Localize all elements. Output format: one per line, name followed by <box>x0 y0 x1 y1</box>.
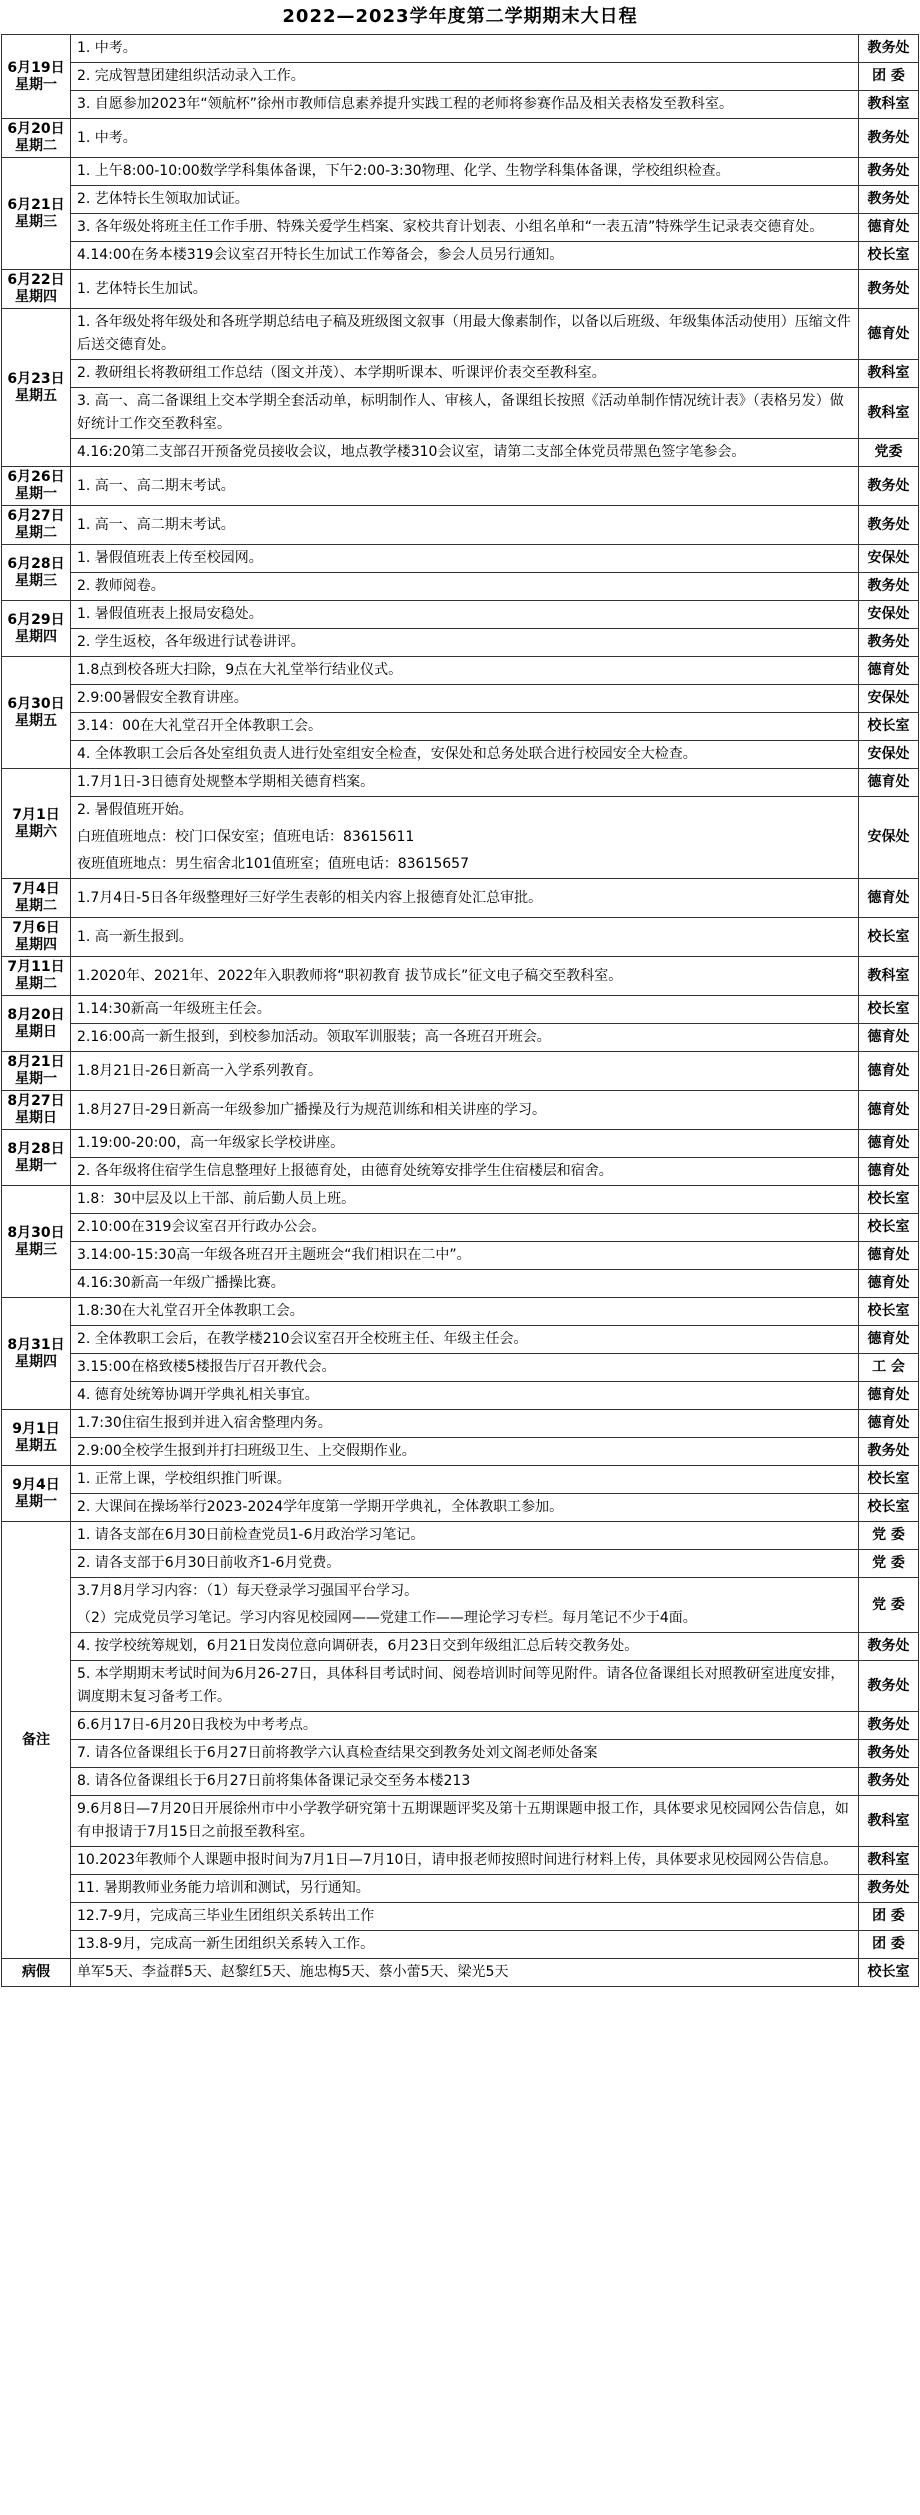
date-cell <box>2 119 71 158</box>
item-text: 1.8:30在大礼堂召开全体教职工会。 <box>71 1298 859 1326</box>
item-text: 6.6月17日-6月20日我校为中考考点。 <box>71 1712 859 1740</box>
department-cell: 校长室 <box>859 918 919 957</box>
item-text: 1. 正常上课，学校组织推门听课。 <box>71 1466 859 1494</box>
schedule-row <box>2 1740 919 1768</box>
item-text: 1. 艺体特长生加试。 <box>71 270 859 309</box>
item-text: 3. 高一、高二备课组上交本学期全套活动单，标明制作人、审核人，备课组长按照《活动单制作情况统计表》（表格另发）做好统计工作交至教科室。 <box>71 388 859 439</box>
department-cell: 德育处 <box>859 1382 919 1410</box>
schedule-row <box>2 851 919 879</box>
schedule-row <box>2 629 919 657</box>
item-text: 4.16:20第二支部召开预备党员接收会议，地点教学楼310会议室，请第二支部全体党员带黑色签字笔参会。 <box>71 439 859 467</box>
item-text: 1.7月1日-3日德育处规整本学期相关德育档案。 <box>71 769 859 797</box>
schedule-row <box>2 158 919 186</box>
date-cell <box>2 879 71 918</box>
department-cell: 教科室 <box>859 388 919 439</box>
date-label: 备注 <box>22 1731 50 1748</box>
item-text: 夜班值班地点：男生宿舍北101值班室；值班电话：83615657 <box>71 851 859 879</box>
date-cell <box>2 270 71 309</box>
date-cell <box>2 1959 71 1987</box>
department-cell: 党 委 <box>859 1522 919 1550</box>
date-cell <box>2 1298 71 1410</box>
date-cell <box>2 918 71 957</box>
schedule-row <box>2 1931 919 1959</box>
schedule-row <box>2 119 919 158</box>
department-cell: 安保处 <box>859 601 919 629</box>
item-text: 2.10:00在319会议室召开行政办公会。 <box>71 1214 859 1242</box>
weekday-label: 星期日 <box>15 1023 57 1040</box>
date-label: 6月26日 <box>7 469 65 485</box>
item-text: 3.7月8月学习内容：（1）每天登录学习强国平台学习。 <box>71 1578 859 1606</box>
schedule-row <box>2 797 919 825</box>
schedule-row <box>2 439 919 467</box>
item-text: 5. 本学期期末考试时间为6月26-27日，具体科目考试时间、阅卷培训时间等见附件。请各位备课组长对照教研室进度安排，调度期末复习备考工作。 <box>71 1661 859 1712</box>
weekday-label: 星期五 <box>15 387 57 404</box>
weekday-label: 星期四 <box>15 1353 57 1370</box>
department-cell: 教务处 <box>859 270 919 309</box>
schedule-row <box>2 242 919 270</box>
item-text: 1.8月21日-26日新高一入学系列教育。 <box>71 1052 859 1091</box>
date-label: 6月28日 <box>7 555 65 572</box>
department-cell: 德育处 <box>859 1158 919 1186</box>
item-text: 白班值班地点：校门口保安室；值班电话：83615611 <box>71 824 859 851</box>
weekday-label: 星期四 <box>15 937 57 953</box>
department-cell: 德育处 <box>859 879 919 918</box>
department-cell: 校长室 <box>859 242 919 270</box>
schedule-row <box>2 1326 919 1354</box>
department-cell: 校长室 <box>859 1494 919 1522</box>
department-cell: 校长室 <box>859 1298 919 1326</box>
schedule-row <box>2 467 919 506</box>
date-cell <box>2 957 71 996</box>
schedule-row <box>2 1158 919 1186</box>
schedule-row <box>2 1959 919 1987</box>
item-text: 9.6月8日—7月20日开展徐州市中小学教学研究第十五期课题评奖及第十五期课题申报工作，具体要求见校园网公告信息，如有申报请于7月15日之前报至教科室。 <box>71 1796 859 1847</box>
weekday-label: 星期日 <box>15 1110 57 1126</box>
department-cell: 教务处 <box>859 1875 919 1903</box>
item-text: 1. 暑假值班表上报局安稳处。 <box>71 601 859 629</box>
item-text: 11. 暑期教师业务能力培训和测试，另行通知。 <box>71 1875 859 1903</box>
item-text: 13.8-9月，完成高一新生团组织关系转入工作。 <box>71 1931 859 1959</box>
item-text: 1.7:30住宿生报到并进入宿舍整理内务。 <box>71 1410 859 1438</box>
date-cell <box>2 1052 71 1091</box>
date-cell <box>2 309 71 467</box>
date-label: 6月20日 <box>7 121 65 137</box>
schedule-row <box>2 35 919 63</box>
department-cell: 教务处 <box>859 1768 919 1796</box>
department-cell: 德育处 <box>859 1130 919 1158</box>
item-text: 2. 暑假值班开始。 <box>71 797 859 825</box>
department-cell: 团 委 <box>859 1931 919 1959</box>
schedule-row <box>2 388 919 439</box>
date-cell <box>2 1466 71 1522</box>
date-cell <box>2 1091 71 1130</box>
date-label: 7月4日 <box>12 881 60 897</box>
department-cell: 教务处 <box>859 1633 919 1661</box>
item-text: 4.16:30新高一年级广播操比赛。 <box>71 1270 859 1298</box>
schedule-row <box>2 214 919 242</box>
schedule-row <box>2 1298 919 1326</box>
schedule-row <box>2 1270 919 1298</box>
date-label: 8月20日 <box>7 1006 65 1023</box>
item-text: 3.14：00在大礼堂召开全体教职工会。 <box>71 713 859 741</box>
date-label: 6月22日 <box>7 272 65 288</box>
weekday-label: 星期二 <box>15 976 57 992</box>
schedule-row <box>2 741 919 769</box>
department-cell: 德育处 <box>859 657 919 685</box>
department-cell: 德育处 <box>859 1024 919 1052</box>
department-cell: 教务处 <box>859 1712 919 1740</box>
department-cell: 党委 <box>859 439 919 467</box>
schedule-row <box>2 918 919 957</box>
item-text: 12.7-9月，完成高三毕业生团组织关系转出工作 <box>71 1903 859 1931</box>
department-cell: 教务处 <box>859 573 919 601</box>
date-label: 9月4日 <box>12 1476 60 1493</box>
item-text: 3. 自愿参加2023年“领航杯”徐州市教师信息素养提升实践工程的老师将参赛作品及相关表格发至教科室。 <box>71 91 859 119</box>
schedule-row <box>2 1875 919 1903</box>
date-cell <box>2 1410 71 1466</box>
page-title: 2022—2023学年度第二学期期末大日程 <box>282 6 638 27</box>
date-cell <box>2 545 71 601</box>
item-text: 2. 教师阅卷。 <box>71 573 859 601</box>
schedule-table <box>1 34 919 1987</box>
date-label: 6月19日 <box>7 59 65 76</box>
item-text: 3. 各年级处将班主任工作手册、特殊关爱学生档案、家校共育计划表、小组名单和“一表五清”特殊学生记录表交德育处。 <box>71 214 859 242</box>
weekday-label: 星期一 <box>15 486 57 502</box>
department-cell: 德育处 <box>859 1270 919 1298</box>
schedule-row <box>2 1712 919 1740</box>
schedule-row <box>2 1661 919 1712</box>
schedule-row <box>2 957 919 996</box>
date-label: 7月6日 <box>12 920 60 936</box>
department-cell: 校长室 <box>859 1466 919 1494</box>
schedule-row <box>2 309 919 360</box>
item-text: 1. 中考。 <box>71 119 859 158</box>
item-text: 1. 高一、高二期末考试。 <box>71 467 859 506</box>
schedule-row <box>2 1410 919 1438</box>
item-text: 1.19:00-20:00，高一年级家长学校讲座。 <box>71 1130 859 1158</box>
item-text: 1. 请各支部在6月30日前检查党员1-6月政治学习笔记。 <box>71 1522 859 1550</box>
department-cell: 德育处 <box>859 214 919 242</box>
department-cell: 安保处 <box>859 545 919 573</box>
schedule-row <box>2 186 919 214</box>
item-text: 1. 中考。 <box>71 35 859 63</box>
schedule-row <box>2 573 919 601</box>
date-cell <box>2 1522 71 1959</box>
schedule-row <box>2 270 919 309</box>
schedule-row <box>2 1382 919 1410</box>
weekday-label: 星期五 <box>15 712 57 729</box>
date-label: 7月11日 <box>7 959 65 975</box>
item-text: 2. 艺体特长生领取加试证。 <box>71 186 859 214</box>
schedule-row <box>2 824 919 851</box>
schedule-row <box>2 1186 919 1214</box>
weekday-label: 星期四 <box>15 628 57 645</box>
schedule-row <box>2 1438 919 1466</box>
item-text: 2. 学生返校，各年级进行试卷讲评。 <box>71 629 859 657</box>
schedule-row <box>2 1091 919 1130</box>
item-text: 1.8：30中层及以上干部、前后勤人员上班。 <box>71 1186 859 1214</box>
department-cell: 校长室 <box>859 713 919 741</box>
weekday-label: 星期四 <box>15 289 57 305</box>
item-text: 2. 请各支部于6月30日前收齐1-6月党费。 <box>71 1550 859 1578</box>
schedule-row <box>2 769 919 797</box>
date-label: 9月1日 <box>12 1420 60 1437</box>
schedule-row <box>2 879 919 918</box>
date-label: 6月27日 <box>7 508 65 524</box>
schedule-row <box>2 1605 919 1633</box>
department-cell: 校长室 <box>859 1214 919 1242</box>
item-text: 2. 教研组长将教研组工作总结（图文并茂）、本学期听课本、听课评价表交至教科室。 <box>71 360 859 388</box>
department-cell: 德育处 <box>859 1326 919 1354</box>
schedule-row <box>2 1578 919 1606</box>
date-label: 6月21日 <box>7 196 65 213</box>
item-text: 2. 大课间在操场举行2023-2024学年度第一学期开学典礼，全体教职工参加。 <box>71 1494 859 1522</box>
date-cell <box>2 1186 71 1298</box>
schedule-row <box>2 657 919 685</box>
date-label: 8月30日 <box>7 1224 65 1241</box>
date-cell <box>2 657 71 769</box>
item-text: 4.14:00在务本楼319会议室召开特长生加试工作筹备会，参会人员另行通知。 <box>71 242 859 270</box>
schedule-row <box>2 1052 919 1091</box>
item-text: 4. 全体教职工会后各处室组负责人进行处室组安全检查，安保处和总务处联合进行校园安全大检查。 <box>71 741 859 769</box>
schedule-row <box>2 1494 919 1522</box>
department-cell: 校长室 <box>859 1959 919 1987</box>
weekday-label: 星期一 <box>15 76 57 93</box>
date-label: 8月27日 <box>7 1093 65 1109</box>
item-text: 2. 完成智慧团建组织活动录入工作。 <box>71 63 859 91</box>
item-text: 2.9:00暑假安全教育讲座。 <box>71 685 859 713</box>
department-cell: 团 委 <box>859 63 919 91</box>
schedule-row <box>2 1550 919 1578</box>
item-text: 2. 全体教职工会后，在教学楼210会议室召开全校班主任、年级主任会。 <box>71 1326 859 1354</box>
schedule-row <box>2 1847 919 1875</box>
schedule-row <box>2 601 919 629</box>
date-cell <box>2 467 71 506</box>
department-cell: 安保处 <box>859 797 919 879</box>
schedule-row <box>2 1024 919 1052</box>
department-cell: 安保处 <box>859 741 919 769</box>
department-cell: 团 委 <box>859 1903 919 1931</box>
date-cell <box>2 1130 71 1186</box>
weekday-label: 星期一 <box>15 1071 57 1087</box>
department-cell: 教务处 <box>859 467 919 506</box>
department-cell: 德育处 <box>859 769 919 797</box>
schedule-row <box>2 1768 919 1796</box>
schedule-row <box>2 506 919 545</box>
department-cell: 教务处 <box>859 629 919 657</box>
date-label: 6月29日 <box>7 611 65 628</box>
schedule-row <box>2 545 919 573</box>
schedule-row <box>2 713 919 741</box>
item-text: 1.8月27日-29日新高一年级参加广播操及行为规范训练和相关讲座的学习。 <box>71 1091 859 1130</box>
date-cell <box>2 601 71 657</box>
department-cell: 教务处 <box>859 1438 919 1466</box>
item-text: 1. 高一、高二期末考试。 <box>71 506 859 545</box>
item-text: 4. 德育处统筹协调开学典礼相关事宜。 <box>71 1382 859 1410</box>
department-cell: 教务处 <box>859 186 919 214</box>
item-text: 1. 高一新生报到。 <box>71 918 859 957</box>
department-cell: 教务处 <box>859 506 919 545</box>
item-text: 3.15:00在格致楼5楼报告厅召开教代会。 <box>71 1354 859 1382</box>
department-cell: 德育处 <box>859 1052 919 1091</box>
weekday-label: 星期五 <box>15 1437 57 1454</box>
department-cell: 教务处 <box>859 1661 919 1712</box>
department-cell: 教科室 <box>859 360 919 388</box>
schedule-row <box>2 1130 919 1158</box>
department-cell: 教务处 <box>859 1740 919 1768</box>
department-cell: 教务处 <box>859 119 919 158</box>
date-label: 8月31日 <box>7 1336 65 1353</box>
schedule-row <box>2 91 919 119</box>
item-text: 10.2023年教师个人课题申报时间为7月1日—7月10日，请申报老师按照时间进行材料上传，具体要求见校园网公告信息。 <box>71 1847 859 1875</box>
department-cell: 德育处 <box>859 1410 919 1438</box>
date-label: 6月30日 <box>7 695 65 712</box>
department-cell: 教科室 <box>859 957 919 996</box>
item-text: 7. 请各位备课组长于6月27日前将教学六认真检查结果交到教务处刘文阁老师处备案 <box>71 1740 859 1768</box>
schedule-row <box>2 1466 919 1494</box>
item-text: 单军5天、李益群5天、赵黎红5天、施忠梅5天、蔡小蕾5天、梁光5天 <box>71 1959 859 1987</box>
schedule-row <box>2 996 919 1024</box>
schedule-row <box>2 63 919 91</box>
date-label: 8月21日 <box>7 1054 65 1070</box>
schedule-row <box>2 1796 919 1847</box>
item-text: 1. 各年级处将年级处和各班学期总结电子稿及班级图文叙事（用最大像素制作，以备以后班级、年级集体活动使用）压缩文件后送交德育处。 <box>71 309 859 360</box>
weekday-label: 星期二 <box>15 898 57 914</box>
item-text: 1. 上午8:00-10:00数学学科集体备课，下午2:00-3:30物理、化学、生物学科集体备课，学校组织检查。 <box>71 158 859 186</box>
weekday-label: 星期三 <box>15 1241 57 1258</box>
department-cell: 校长室 <box>859 1186 919 1214</box>
department-cell: 校长室 <box>859 996 919 1024</box>
date-label: 病假 <box>22 1964 50 1980</box>
weekday-label: 星期六 <box>15 823 57 840</box>
item-text: 1.2020年、2021年、2022年入职教师将“职初教育 拔节成长”征文电子稿交至教科室。 <box>71 957 859 996</box>
department-cell: 德育处 <box>859 309 919 360</box>
item-text: 1.7月4日-5日各年级整理好三好学生表彰的相关内容上报德育处汇总审批。 <box>71 879 859 918</box>
schedule-row <box>2 1354 919 1382</box>
department-cell: 教科室 <box>859 91 919 119</box>
schedule-row <box>2 1214 919 1242</box>
department-cell: 德育处 <box>859 1091 919 1130</box>
schedule-row <box>2 1242 919 1270</box>
schedule-row <box>2 1633 919 1661</box>
department-cell: 党 委 <box>859 1578 919 1633</box>
department-cell: 德育处 <box>859 1242 919 1270</box>
department-cell: 教务处 <box>859 35 919 63</box>
department-cell: 党 委 <box>859 1550 919 1578</box>
date-cell <box>2 158 71 270</box>
date-cell <box>2 996 71 1052</box>
item-text: （2）完成党员学习笔记。学习内容见校园网——党建工作——理论学习专栏。每月笔记不少于4面。 <box>71 1605 859 1633</box>
item-text: 2.9:00全校学生报到并打扫班级卫生、上交假期作业。 <box>71 1438 859 1466</box>
weekday-label: 星期三 <box>15 572 57 589</box>
date-cell <box>2 769 71 879</box>
item-text: 2.16:00高一新生报到，到校参加活动。领取军训服装；高一各班召开班会。 <box>71 1024 859 1052</box>
item-text: 2. 各年级将住宿学生信息整理好上报德育处，由德育处统筹安排学生住宿楼层和宿舍。 <box>71 1158 859 1186</box>
department-cell: 教科室 <box>859 1796 919 1847</box>
schedule-row <box>2 1522 919 1550</box>
item-text: 1. 暑假值班表上传至校园网。 <box>71 545 859 573</box>
department-cell: 教科室 <box>859 1847 919 1875</box>
date-label: 6月23日 <box>7 370 65 387</box>
department-cell: 工 会 <box>859 1354 919 1382</box>
weekday-label: 星期二 <box>15 138 57 154</box>
department-cell: 安保处 <box>859 685 919 713</box>
date-cell <box>2 506 71 545</box>
schedule-row <box>2 685 919 713</box>
weekday-label: 星期三 <box>15 213 57 230</box>
item-text: 4. 按学校统筹规划，6月21日发岗位意向调研表，6月23日交到年级组汇总后转交教务处。 <box>71 1633 859 1661</box>
weekday-label: 星期二 <box>15 525 57 541</box>
item-text: 8. 请各位备课组长于6月27日前将集体备课记录交至务本楼213 <box>71 1768 859 1796</box>
schedule-row <box>2 360 919 388</box>
date-label: 7月1日 <box>12 806 60 823</box>
department-cell: 教务处 <box>859 158 919 186</box>
item-text: 1.8点到校各班大扫除，9点在大礼堂举行结业仪式。 <box>71 657 859 685</box>
date-cell <box>2 35 71 119</box>
weekday-label: 星期一 <box>15 1157 57 1174</box>
schedule-row <box>2 1903 919 1931</box>
item-text: 3.14:00-15:30高一年级各班召开主题班会“我们相识在二中”。 <box>71 1242 859 1270</box>
date-label: 8月28日 <box>7 1140 65 1157</box>
item-text: 1.14:30新高一年级班主任会。 <box>71 996 859 1024</box>
weekday-label: 星期一 <box>15 1493 57 1510</box>
